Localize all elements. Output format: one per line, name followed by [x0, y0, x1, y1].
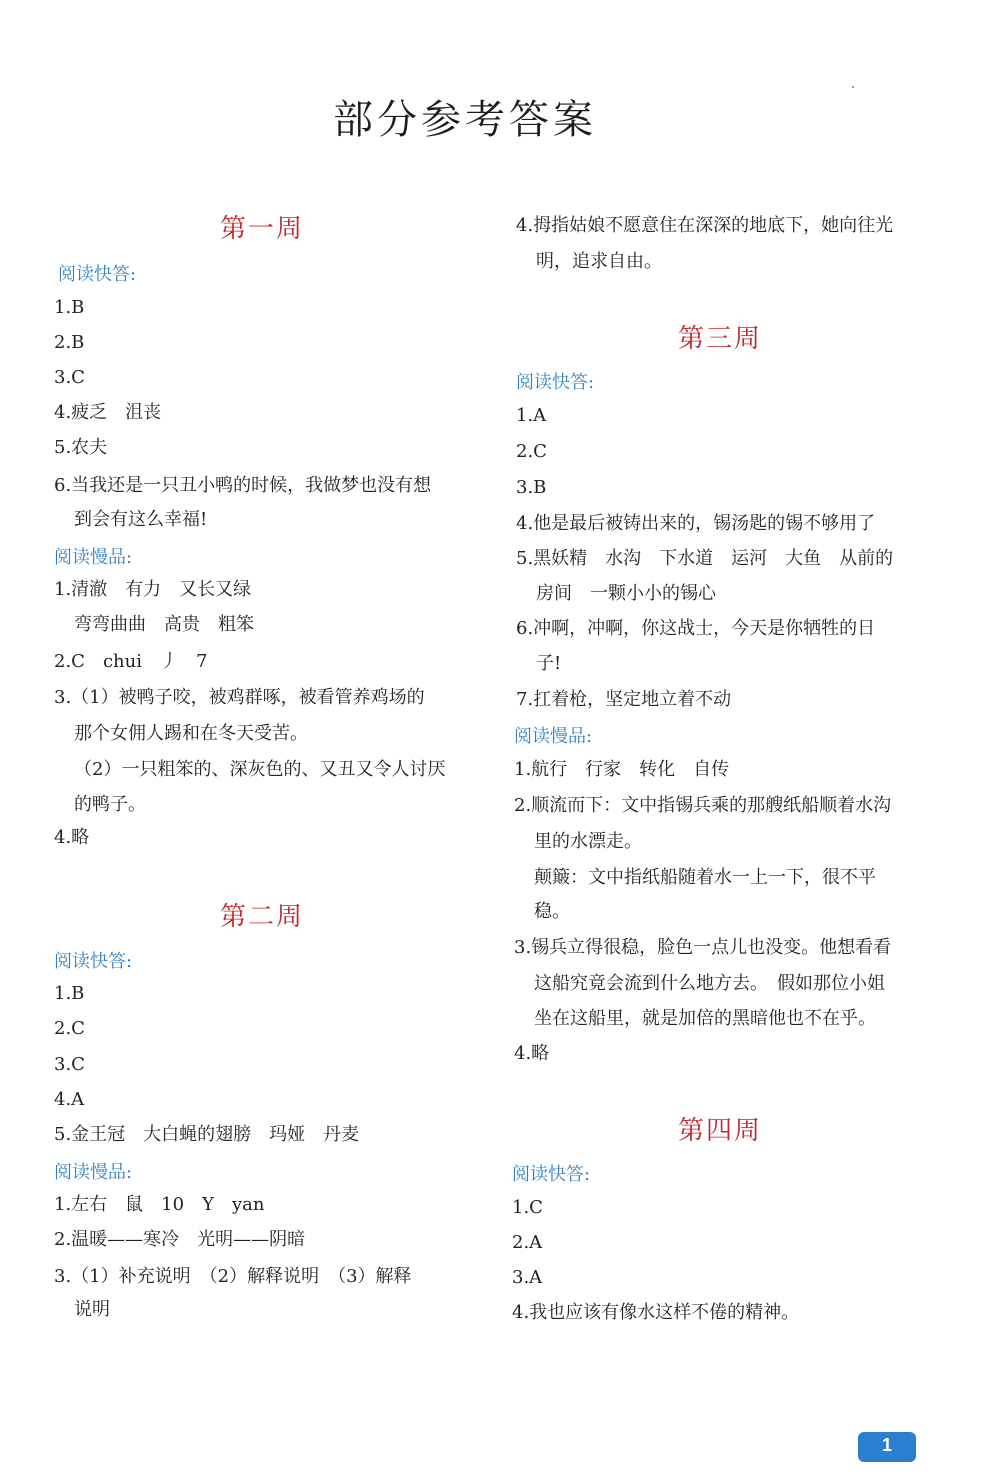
page-number-badge	[858, 1432, 916, 1462]
week3-quick-line: 2.C	[516, 441, 547, 462]
week2-slow-line: 3.（1）补充说明 （2）解释说明 （3）解释	[54, 1266, 412, 1287]
week1-slow-line: 2.C chui 丿 7	[54, 651, 208, 672]
week3-slow-line: 颠簸：文中指纸船随着水一上一下，很不平	[534, 867, 876, 888]
week3-quick-line: 7.扛着枪，坚定地立着不动	[516, 689, 732, 710]
week2-slow-line: 1.左右 鼠 10 Y yan	[54, 1194, 265, 1215]
week2-slow-line: 2.温暖——寒冷 光明——阴暗	[54, 1229, 306, 1250]
week4-quick-label: 阅读快答:	[512, 1164, 591, 1185]
week3-quick-label: 阅读快答:	[516, 372, 595, 393]
week4-quick-line: 4.我也应该有像水这样不倦的精神。	[512, 1302, 800, 1323]
week4-quick-line: 3.A	[512, 1267, 543, 1288]
week1-slow-line: 的鸭子。	[74, 794, 146, 815]
page-title: 部分参考答案	[333, 97, 597, 143]
week3-slow-line: 4.略	[514, 1043, 550, 1064]
week1-slow-line: （2）一只粗笨的、深灰色的、又丑又令人讨厌	[74, 759, 446, 780]
week2-quick-line: 1.B	[54, 983, 85, 1004]
week2-quick-line: 4.A	[54, 1089, 85, 1110]
week3-slow-line: 里的水漂走。	[534, 831, 642, 852]
week3-slow-line: 这船究竟会流到什么地方去。 假如那位小姐	[534, 973, 885, 994]
week3-heading: 第三周	[677, 324, 762, 354]
week1-quick-line: 1.B	[54, 297, 85, 318]
week3-slow-line: 2.顺流而下：文中指锡兵乘的那艘纸船顺着水沟	[514, 795, 892, 816]
week3-slow-label: 阅读慢品:	[514, 726, 593, 747]
week3-quick-line: 1.A	[516, 405, 547, 426]
week2-quick-line: 2.C	[54, 1018, 85, 1039]
week2-slow-label: 阅读慢品:	[54, 1162, 133, 1183]
week1-quick-line: 2.B	[54, 332, 85, 353]
week2-slow-line: 说明	[74, 1299, 110, 1320]
week3-slow-line: 稳。	[534, 901, 570, 922]
week3-quick-line: 5.黑妖精 水沟 下水道 运河 大鱼 从前的	[516, 548, 894, 569]
week2-quick-label: 阅读快答:	[54, 951, 133, 972]
week3-quick-line: 6.冲啊，冲啊，你这战士，今天是你牺牲的日	[516, 618, 876, 639]
week1-slow-line: 弯弯曲曲 高贵 粗笨	[74, 614, 254, 635]
week3-slow-line: 坐在这船里，就是加倍的黑暗他也不在乎。	[534, 1008, 876, 1029]
week1-slow-label: 阅读慢品:	[54, 547, 133, 568]
week1-slow-line: 4.略	[54, 827, 90, 848]
week1-quick-label: 阅读快答:	[58, 264, 137, 285]
week4-heading: 第四周	[677, 1116, 762, 1146]
week2-carry-line: 明，追求自由。	[536, 251, 662, 272]
week3-quick-line: 子!	[536, 653, 562, 674]
week4-quick-line: 1.C	[512, 1197, 543, 1218]
week3-quick-line: 4.他是最后被铸出来的，锡汤匙的锡不够用了	[516, 513, 876, 534]
week1-quick-line: 到会有这么幸福!	[74, 509, 208, 530]
week1-quick-line: 3.C	[54, 367, 85, 388]
week2-carry-line: 4.拇指姑娘不愿意住在深深的地底下，她向往光	[516, 215, 894, 236]
week4-quick-line: 2.A	[512, 1232, 543, 1253]
week2-quick-line: 3.C	[54, 1054, 85, 1075]
week2-quick-line: 5.金王冠 大白蝇的翅膀 玛娅 丹麦	[54, 1124, 360, 1145]
page-number: 1	[881, 1435, 892, 1455]
week3-quick-line: 房间 一颗小小的锡心	[536, 583, 716, 604]
week1-quick-line: 4.疲乏 沮丧	[54, 402, 162, 423]
week1-heading: 第一周	[219, 214, 304, 244]
week2-heading: 第二周	[219, 902, 304, 932]
week1-quick-line: 6.当我还是一只丑小鸭的时候，我做梦也没有想	[54, 475, 432, 496]
week1-quick-line: 5.农夫	[54, 437, 108, 458]
week1-slow-line: 那个女佣人踢和在冬天受苦。	[74, 723, 308, 744]
week3-slow-line: 1.航行 行家 转化 自传	[514, 759, 730, 780]
week3-quick-line: 3.B	[516, 477, 547, 498]
week1-slow-line: 3.（1）被鸭子咬，被鸡群啄，被看管养鸡场的	[54, 687, 425, 708]
week3-slow-line: 3.锡兵立得很稳，脸色一点儿也没变。他想看看	[514, 937, 892, 958]
week1-slow-line: 1.清澈 有力 又长又绿	[54, 579, 252, 600]
